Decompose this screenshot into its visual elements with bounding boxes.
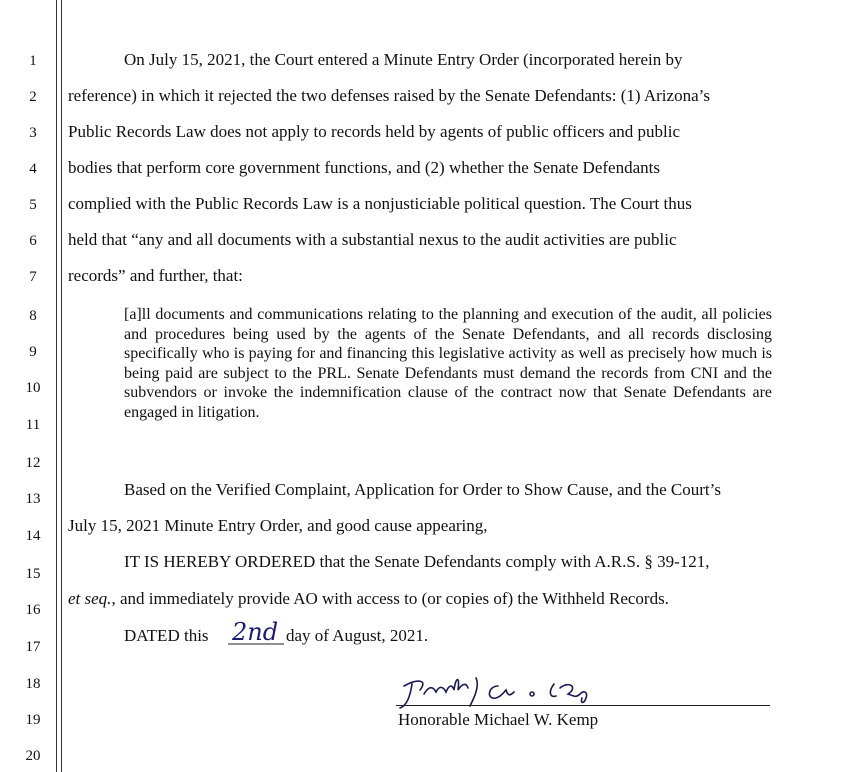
- handwritten-day: [228, 614, 288, 648]
- body-line: held that “any and all documents with a substantial nexus to the audit activities are public: [68, 230, 677, 249]
- line-number: 9: [29, 344, 37, 360]
- line-number: 13: [25, 491, 41, 507]
- line-number: 16: [25, 602, 41, 618]
- line-number: 7: [29, 269, 37, 285]
- line-number: 1: [29, 53, 37, 69]
- line-number: 6: [29, 233, 37, 249]
- line-number: 19: [25, 712, 41, 728]
- handwritten-day-text: 2nd: [232, 618, 279, 646]
- margin-rule-right: [61, 0, 62, 772]
- signature-name: Honorable Michael W. Kemp: [398, 710, 599, 729]
- line-number: 5: [29, 197, 37, 213]
- order-line-rest: , and immediately provide AO with access to (or copies of) the Withheld Records.: [111, 589, 669, 608]
- order-line: IT IS HEREBY ORDERED that the Senate Defendants comply with A.R.S. § 39-121,: [124, 552, 710, 571]
- body-line: bodies that perform core government functions, and (2) whether the Senate Defendants: [68, 158, 660, 177]
- line-number: 18: [25, 676, 41, 692]
- signature-line: [396, 705, 770, 706]
- dated-suffix: day of August, 2021.: [286, 626, 429, 645]
- line-number: 3: [29, 125, 37, 141]
- body-line: On July 15, 2021, the Court entered a Minute Entry Order (incorporated herein by: [124, 50, 683, 69]
- body-line: Based on the Verified Complaint, Application for Order to Show Cause, and the Court’s: [124, 480, 721, 499]
- line-number: 4: [29, 161, 37, 177]
- margin-rule-left: [56, 0, 57, 772]
- line-number: 11: [25, 417, 41, 433]
- line-number: 15: [25, 566, 41, 582]
- body-line: July 15, 2021 Minute Entry Order, and good cause appearing,: [68, 516, 488, 535]
- body-line: reference) in which it rejected the two defenses raised by the Senate Defendants: (1) Arizona’s: [68, 86, 710, 105]
- judge-signature: [398, 672, 698, 712]
- line-number: 8: [29, 308, 37, 324]
- line-number: 17: [25, 639, 41, 655]
- order-line: [68, 589, 669, 609]
- line-number: 20: [25, 748, 41, 764]
- body-line: records” and further, that:: [68, 266, 243, 285]
- line-number: 10: [25, 380, 41, 396]
- line-number: 14: [25, 528, 41, 544]
- dated-prefix: DATED this: [124, 626, 209, 645]
- line-number: 2: [29, 89, 37, 105]
- line-number: 12: [25, 455, 41, 471]
- body-line: complied with the Public Records Law is a nonjusticiable political question. The Court thus: [68, 194, 692, 213]
- body-line: Public Records Law does not apply to records held by agents of public officers and public: [68, 122, 681, 141]
- block-quote: [a]ll documents and communications relating to the planning and execution of the audit, all policies and procedures being used by the agents of the Senate Defendants, and all records disclosing specifically who is paying for and financing this legislative activity as well as precisely how much is being paid are subject to the PRL. Senate Defendants must demand the records from CNI and the subvendors or invoke the indemnification clause of the contract now that Senate Defendants are engaged in litigation.: [124, 306, 772, 421]
- italic-et-seq: et seq.: [68, 589, 112, 608]
